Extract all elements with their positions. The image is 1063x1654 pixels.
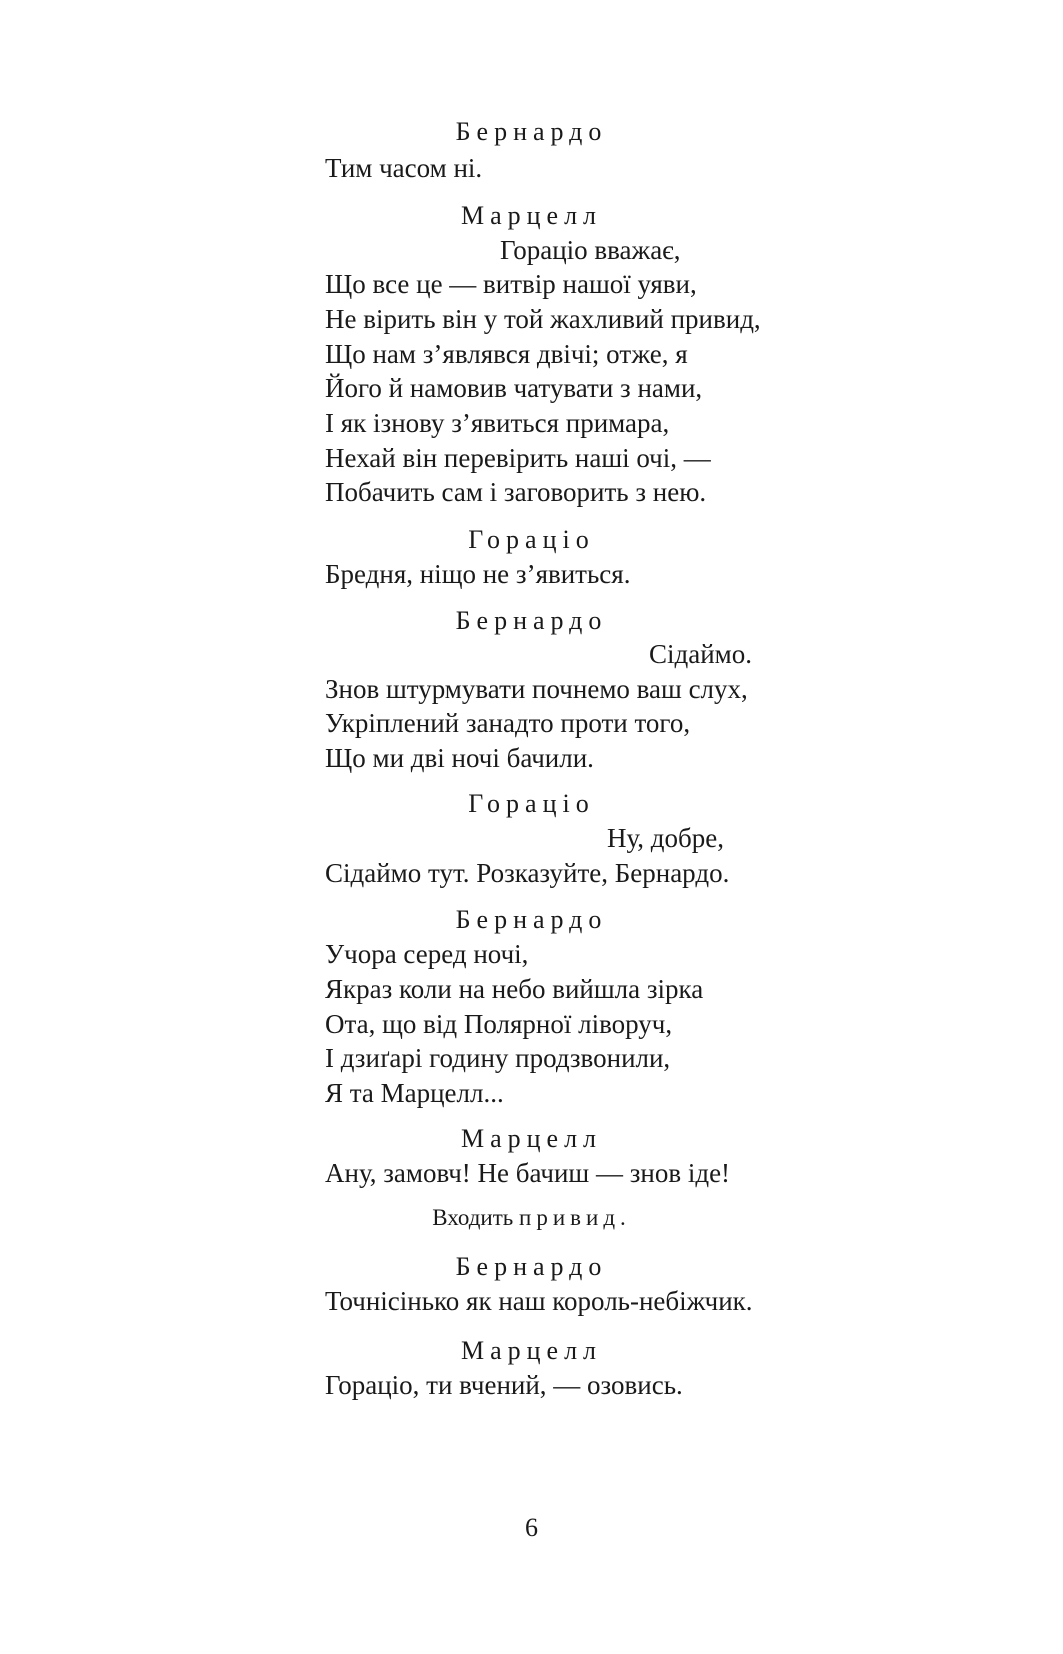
speaker-name: Бернардо bbox=[455, 117, 608, 146]
stage-direction-verb: Входить bbox=[432, 1205, 514, 1230]
verse-line: Ану, замовч! Не бачиш — знов іде! bbox=[325, 1158, 731, 1188]
verse-line: Укріплений занадто проти того, bbox=[325, 708, 691, 738]
speaker-name: Марцелл bbox=[460, 201, 603, 230]
verse-line: Гораціо, ти вчений, — озовись. bbox=[325, 1370, 683, 1400]
speaker-name: Бернардо bbox=[455, 905, 608, 934]
verse-line: І як ізнову з’явиться примара, bbox=[325, 408, 670, 438]
verse-line: Учора серед ночі, bbox=[325, 939, 529, 969]
speaker-name: Бернардо bbox=[455, 606, 608, 635]
verse-line: Сідаймо тут. Розказуйте, Бернардо. bbox=[325, 858, 730, 888]
verse-line: Тим часом ні. bbox=[325, 153, 483, 183]
verse-line: Нехай він перевірить наші очі, — bbox=[325, 443, 711, 473]
verse-line: Гораціо вважає, bbox=[500, 235, 681, 265]
verse-line: Знов штурмувати почнемо ваш слух, bbox=[325, 674, 748, 704]
verse-line: Побачить сам і заговорить з нею. bbox=[325, 477, 707, 507]
speaker-name: Марцелл bbox=[460, 1336, 603, 1365]
verse-line: Ота, що від Полярної ліворуч, bbox=[325, 1009, 673, 1039]
verse-line: Що ми дві ночі бачили. bbox=[325, 743, 594, 773]
verse-line: Що нам з’являвся двічі; отже, я bbox=[325, 339, 688, 369]
verse-line: Його й намовив чатувати з нами, bbox=[325, 373, 703, 403]
verse-line: Що все це — витвір нашої уяви, bbox=[325, 269, 697, 299]
speaker-name: Гораціо bbox=[468, 789, 595, 818]
verse-line: Бредня, ніщо не з’явиться. bbox=[325, 559, 631, 589]
verse-line: Сідаймо. bbox=[649, 639, 753, 669]
verse-line: І дзиґарі годину продзвонили, bbox=[325, 1043, 671, 1073]
verse-line: Точнісінько як наш король-небіжчик. bbox=[325, 1286, 753, 1316]
verse-line: Не вірить він у той жахливий привид, bbox=[325, 304, 761, 334]
speaker-name: Марцелл bbox=[460, 1124, 603, 1153]
verse-line: Якраз коли на небо вийшла зірка bbox=[325, 974, 704, 1004]
speaker-name: Гораціо bbox=[468, 525, 595, 554]
verse-line: Ну, добре, bbox=[607, 823, 725, 853]
speaker-name: Бернардо bbox=[455, 1252, 608, 1281]
stage-direction bbox=[0, 1202, 1063, 1234]
page-number: 6 bbox=[525, 1513, 538, 1542]
verse-line: Я та Марцелл... bbox=[325, 1078, 504, 1108]
stage-direction-subject: привид. bbox=[519, 1205, 631, 1230]
